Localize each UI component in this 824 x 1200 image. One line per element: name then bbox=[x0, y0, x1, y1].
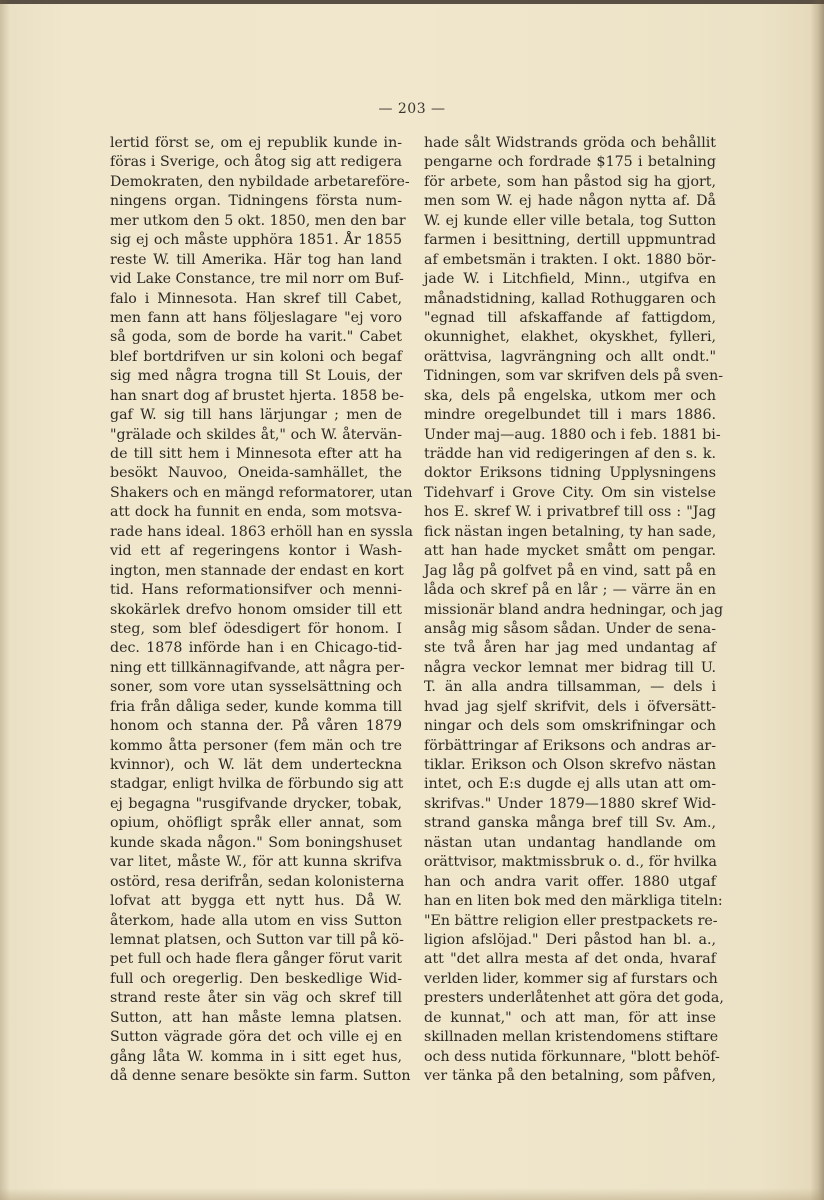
text-line: ej begagna "rusgifvande drycker, tobak, bbox=[110, 795, 402, 812]
left-edge-shadow bbox=[0, 0, 10, 1200]
page-number: — 203 — bbox=[378, 101, 446, 117]
text-line: skokärlek drefvo honom omsider till ett bbox=[110, 601, 402, 618]
text-line: Under maj—aug. 1880 och i feb. 1881 bi- bbox=[424, 426, 721, 443]
top-border bbox=[0, 0, 824, 4]
text-line: ningens organ. Tidningens första num- bbox=[110, 193, 402, 210]
text-line: okunnighet, elakhet, okyskhet, fylleri, bbox=[424, 329, 716, 346]
text-line: ligion afslöjad." Deri påstod han bl. a., bbox=[424, 931, 716, 948]
text-line: ver tänka på den betalning, som påfven, bbox=[424, 1068, 716, 1084]
text-line: ning ett tillkännagifvande, att några per- bbox=[110, 659, 405, 676]
text-line: trädde han vid redigeringen af den s. k. bbox=[424, 446, 716, 462]
text-line: han snart dog af brustet hjerta. 1858 be- bbox=[110, 387, 404, 404]
text-line: gaf W. sig till hans lärjungar ; men de bbox=[110, 407, 402, 424]
text-line: Shakers och en mängd reformatorer, utan bbox=[110, 484, 413, 501]
text-line: steg, som blef ödesdigert för honom. I bbox=[110, 620, 402, 637]
text-line: ska, dels på engelska, utkom mer och bbox=[424, 387, 716, 404]
text-line: af embetsmän i trakten. I okt. 1880 bör- bbox=[424, 251, 716, 268]
right-edge-shadow bbox=[810, 0, 824, 1200]
text-line: men som W. ej hade någon nytta af. Då bbox=[424, 193, 716, 210]
text-line: var litet, måste W., för att kunna skrifva bbox=[110, 854, 402, 871]
bottom-edge bbox=[0, 1188, 824, 1200]
text-line: Demokraten, den nybildade arbetareföre- bbox=[110, 173, 410, 190]
text-line: Tidningen, som var skrifven dels på sven- bbox=[424, 368, 724, 385]
text-line: Sutton, att han måste lemna platsen. bbox=[110, 1009, 402, 1026]
text-line: han och andra varit offer. 1880 utgaf bbox=[424, 873, 716, 890]
text-line: opium, ohöfligt språk eller annat, som bbox=[110, 815, 402, 832]
text-line: "grälade och skildes åt," och W. återvän- bbox=[110, 426, 402, 443]
text-line: några veckor lemnat mer bidrag till U. bbox=[424, 659, 716, 676]
text-line: orättvisor, maktmissbruk o. d., för hvilka bbox=[424, 854, 717, 871]
left-text-column bbox=[110, 134, 413, 1086]
text-line: fick nästan ingen betalning, ty han sade, bbox=[424, 523, 717, 540]
text-line: hos E. skref W. i privatbref till oss : "Jag bbox=[424, 504, 716, 521]
text-line: rade hans ideal. 1863 erhöll han en syssla bbox=[110, 523, 413, 540]
text-line: de till sitt hem i Minnesota efter att ha bbox=[110, 446, 402, 462]
text-line: full och oregerlig. Den beskedlige Wid- bbox=[110, 970, 402, 987]
text-line: pet full och hade flera gånger förut varit bbox=[110, 951, 402, 968]
text-line: nästan utan undantag handlande om bbox=[424, 834, 716, 851]
text-line: skrifvas." Under 1879—1880 skref Wid- bbox=[424, 795, 716, 812]
text-line: ste två åren har jag med undantag af bbox=[424, 640, 716, 657]
text-line: de kunnat," och att man, för att inse bbox=[424, 1009, 716, 1026]
text-line: stadgar, enligt hvilka de förbundo sig att bbox=[110, 776, 404, 793]
text-line: reste W. till Amerika. Här tog han land bbox=[110, 251, 402, 268]
text-line: mer utkom den 5 okt. 1850, men den bar bbox=[110, 212, 406, 229]
text-line: T. än alla andra tillsamman, — dels i bbox=[424, 679, 716, 696]
right-text-column bbox=[424, 134, 724, 1086]
text-line: farmen i besittning, dertill uppmuntrad bbox=[424, 232, 716, 249]
text-line: för arbete, som han påstod sig ha gjort, bbox=[424, 173, 716, 190]
text-line: pengarne och fordrade $175 i betalning bbox=[424, 154, 716, 171]
text-line: hade sålt Widstrands gröda och behållit bbox=[424, 135, 716, 151]
text-line: presters underlåtenhet att göra det goda, bbox=[424, 990, 724, 1007]
text-line: då denne senare besökte sin farm. Sutton bbox=[110, 1068, 411, 1084]
text-line: falo i Minnesota. Han skref till Cabet, bbox=[110, 290, 402, 307]
text-line: tid. Hans reformationsifver och menni- bbox=[110, 582, 402, 599]
text-line: kvinnor), och W. lät dem underteckna bbox=[110, 757, 402, 773]
text-line: föras i Sverige, och åtog sig att redigera bbox=[110, 154, 402, 171]
text-line: W. ej kunde eller ville betala, tog Sutton bbox=[424, 212, 716, 229]
text-line: soner, som vore utan sysselsättning och bbox=[110, 679, 402, 696]
text-line: mindre oregelbundet till i mars 1886. bbox=[424, 407, 716, 424]
text-line: ansåg mig såsom sådan. Under de sena- bbox=[424, 620, 716, 637]
text-line: månadstidning, kallad Rothuggaren och bbox=[424, 290, 716, 307]
text-line: doktor Eriksons tidning Upplysningens bbox=[424, 465, 716, 482]
text-line: vid Lake Constance, tre mil norr om Buf- bbox=[110, 271, 404, 288]
text-line: vid ett af regeringens kontor i Wash- bbox=[110, 543, 402, 560]
text-line: Sutton vägrade göra det och ville ej en bbox=[110, 1029, 402, 1046]
text-line: att "det allra mesta af det onda, hvaraf bbox=[424, 951, 716, 968]
text-line: skillnaden mellan kristendomens stiftare bbox=[424, 1029, 719, 1046]
text-line: sig ej och måste upphöra 1851. År 1855 bbox=[110, 232, 402, 249]
text-line: Tidehvarf i Grove City. Om sin vistelse bbox=[424, 484, 716, 501]
text-line: och dess nutida förkunnare, "blott behöf- bbox=[424, 1048, 720, 1065]
text-line: att han hade mycket smått om pengar. bbox=[424, 543, 716, 560]
text-line: gång låta W. komma in i sitt eget hus, bbox=[110, 1048, 402, 1065]
text-line: ningar och dels som omskrifningar och bbox=[424, 718, 716, 735]
text-line: förbättringar af Eriksons och andras ar- bbox=[424, 737, 716, 754]
text-line: lertid först se, om ej republik kunde in- bbox=[110, 135, 402, 151]
text-line: sig med några trogna till St Louis, der bbox=[110, 368, 402, 385]
text-line: dec. 1878 införde han i en Chicago-tid- bbox=[110, 640, 402, 657]
text-line: "En bättre religion eller prestpackets re- bbox=[424, 912, 718, 929]
text-line: missionär bland andra hedningar, och jag bbox=[424, 601, 724, 618]
text-line: orättvisa, lagvrängning och allt ondt." bbox=[424, 348, 716, 365]
text-line: verlden lider, kommer sig af furstars och bbox=[424, 970, 718, 987]
text-line: fria från dåliga seder, kunde komma till bbox=[110, 698, 402, 715]
text-line: återkom, hade alla utom en viss Sutton bbox=[110, 912, 402, 929]
text-line: strand ganska många bref till Sv. Am., bbox=[424, 815, 716, 832]
text-line: ostörd, resa derifrån, sedan kolonisterna bbox=[110, 873, 405, 890]
text-line: låda och skref på en lår ; — värre än en bbox=[424, 582, 716, 599]
text-line: strand reste åter sin väg och skref till bbox=[110, 990, 402, 1007]
text-line: jade W. i Litchfield, Minn., utgifva en bbox=[424, 271, 716, 288]
text-line: lemnat platsen, och Sutton var till på kö- bbox=[110, 931, 404, 948]
text-line: han en liten bok med den märkliga titeln: bbox=[424, 893, 723, 910]
text-line: kunde skada någon." Som boningshuset bbox=[110, 834, 402, 851]
text-line: att dock ha funnit en enda, som motsva- bbox=[110, 504, 402, 521]
text-line: lofvat att bygga ett nytt hus. Då W. bbox=[110, 893, 402, 910]
text-line: tiklar. Erikson och Olson skrefvo nästan bbox=[424, 757, 716, 773]
text-line: "egnad till afskaffande af fattigdom, bbox=[424, 309, 716, 326]
text-line: intet, och E:s dugde ej alls utan att om- bbox=[424, 776, 716, 793]
text-line: kommo åtta personer (fem män och tre bbox=[110, 737, 402, 754]
text-line: blef bortdrifven ur sin koloni och begaf bbox=[110, 348, 402, 365]
text-line: så goda, som de borde ha varit." Cabet bbox=[110, 329, 402, 346]
text-line: ington, men stannade der endast en kort bbox=[110, 562, 404, 579]
text-line: men fann att hans följeslagare "ej voro bbox=[110, 309, 402, 326]
text-line: besökt Nauvoo, Oneida-samhället, the bbox=[110, 465, 402, 482]
text-line: hvad jag sjelf skrifvit, dels i öfversätt- bbox=[424, 698, 716, 715]
text-line: Jag låg på golfvet på en vind, satt på en bbox=[424, 562, 716, 579]
text-line: honom och stanna der. På våren 1879 bbox=[110, 718, 402, 735]
